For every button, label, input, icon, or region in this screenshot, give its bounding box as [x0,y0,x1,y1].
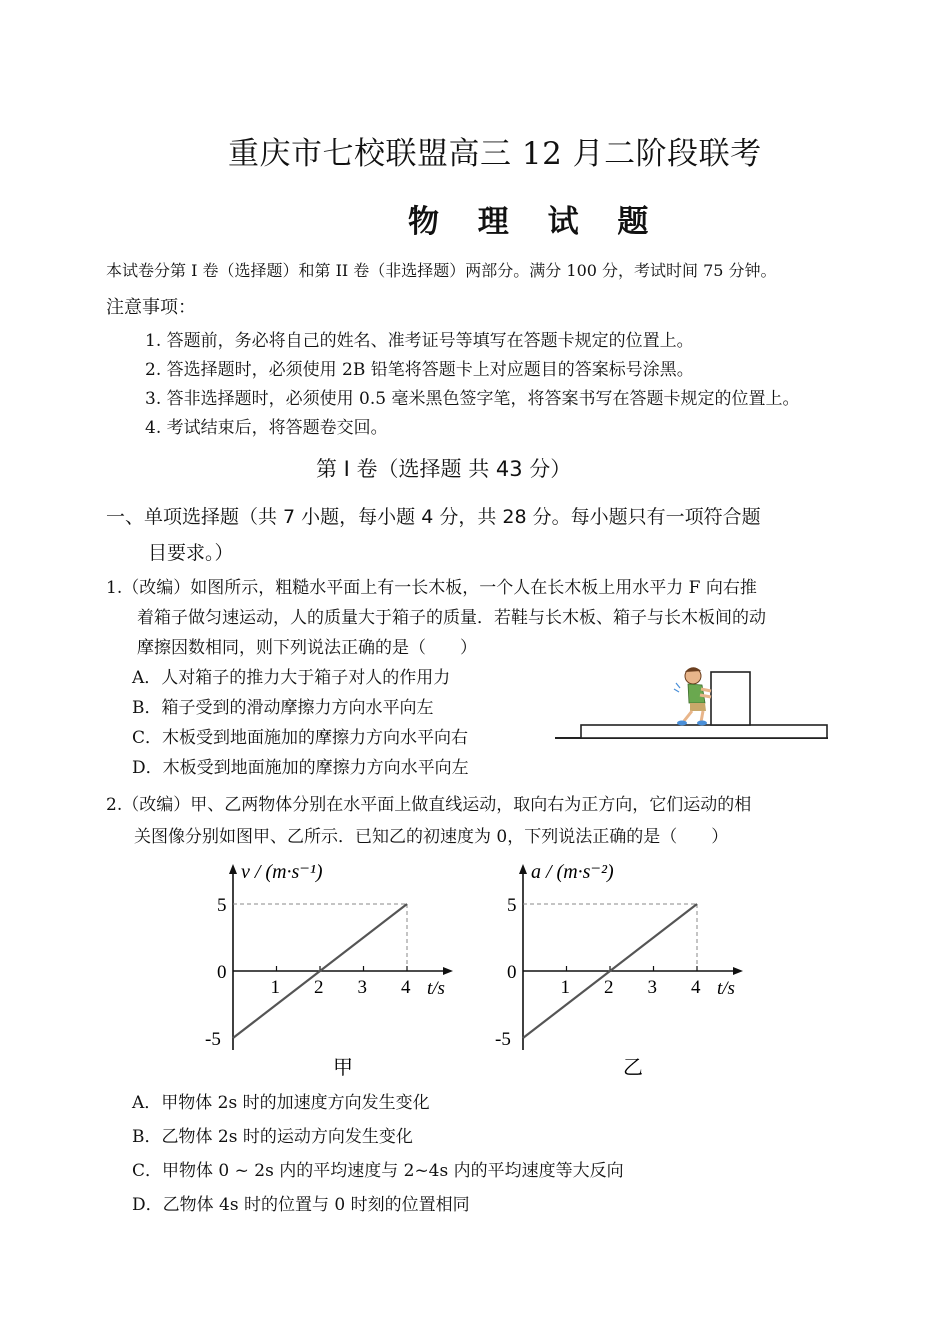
question-2-option-c: C．甲物体 0 ~ 2s 内的平均速度与 2~4s 内的平均速度等大反向 [132,1161,624,1181]
chart-yi [485,850,765,1080]
x-tick-label: 3 [357,977,367,998]
question-1-option-d: D．木板受到地面施加的摩擦力方向水平向左 [132,758,469,778]
y-tick-label: -5 [495,1029,511,1050]
note-item: 4. 考试结束后，将答题卷交回。 [145,418,388,438]
x-tick-label: 4 [401,977,411,998]
chart-caption: 乙 [623,1057,643,1079]
chart-jia [195,850,475,1080]
chart-caption: 甲 [333,1057,353,1079]
y-tick-label: 0 [507,962,517,983]
note-item: 2. 答选择题时，必须使用 2B 铅笔将答题卡上对应题目的答案标号涂黑。 [145,360,694,380]
x-axis-arrow [443,967,453,975]
y-axis-label: a / (m·s⁻²) [531,861,614,883]
question-2-option-d: D．乙物体 4s 时的位置与 0 时刻的位置相同 [132,1195,470,1215]
note-item: 3. 答非选择题时，必须使用 0.5 毫米黑色签字笔，将答案书写在答题卡规定的位置上。 [145,389,800,409]
y-tick-label: 0 [217,962,227,983]
y-axis-arrow [229,864,237,874]
note-item: 1. 答题前，务必将自己的姓名、准考证号等填写在答题卡规定的位置上。 [145,331,694,351]
x-tick-label: 2 [604,977,614,998]
question-1-stem: 1.（改编）如图所示，粗糙水平面上有一长木板，一个人在长木板上用水平力 F 向右推 [106,578,757,598]
long-plank [581,725,827,738]
section-heading-cont: 目要求。） [148,542,234,564]
notes-heading: 注意事项： [106,297,196,318]
x-tick-label: 4 [691,977,701,998]
person-figure [674,667,711,725]
y-axis-arrow [519,864,527,874]
question-2-stem: 2.（改编）甲、乙两物体分别在水平面上做直线运动，取向右为正方向，它们运动的相 [106,795,752,815]
y-axis-label: v / (m·s⁻¹) [241,861,323,883]
y-tick-label: 5 [217,895,227,916]
question-1-option-a: A．人对箱子的推力大于箱子对人的作用力 [132,668,451,688]
question-2-stem: 关图像分别如图甲、乙所示．已知乙的初速度为 0，下列说法正确的是（ ） [134,827,729,847]
x-tick-label: 1 [560,977,570,998]
x-axis-label: t/s [717,978,735,999]
box [711,672,750,725]
question-2-option-b: B．乙物体 2s 时的运动方向发生变化 [132,1127,413,1147]
x-tick-label: 3 [647,977,657,998]
y-tick-label: -5 [205,1029,221,1050]
question-2-option-a: A．甲物体 2s 时的加速度方向发生变化 [132,1093,430,1113]
question-1-option-b: B．箱子受到的滑动摩擦力方向水平向左 [132,698,434,718]
question-1-stem: 摩擦因数相同，则下列说法正确的是（ ） [137,638,477,658]
exam-title: 重庆市七校联盟高三 12 月二阶段联考 [228,136,762,172]
question-1-figure [550,655,840,750]
question-1-stem: 着箱子做匀速运动，人的质量大于箱子的质量．若鞋与长木板、箱子与长木板间的动 [137,608,766,628]
x-axis-label: t/s [427,978,445,999]
x-tick-label: 2 [314,977,324,998]
question-1-option-c: C．木板受到地面施加的摩擦力方向水平向右 [132,728,469,748]
y-tick-label: 5 [507,895,517,916]
x-axis-arrow [733,967,743,975]
section-heading: 一、单项选择题（共 7 小题，每小题 4 分，共 28 分。每小题只有一项符合题 [106,506,761,528]
x-tick-label: 1 [270,977,280,998]
exam-intro: 本试卷分第 I 卷（选择题）和第 II 卷（非选择题）两部分。满分 100 分，考试时间 75 分钟。 [106,261,777,280]
part1-heading: 第 I 卷（选择题 共 43 分） [316,457,572,481]
subject-title: 物 理 试 题 [408,204,663,240]
